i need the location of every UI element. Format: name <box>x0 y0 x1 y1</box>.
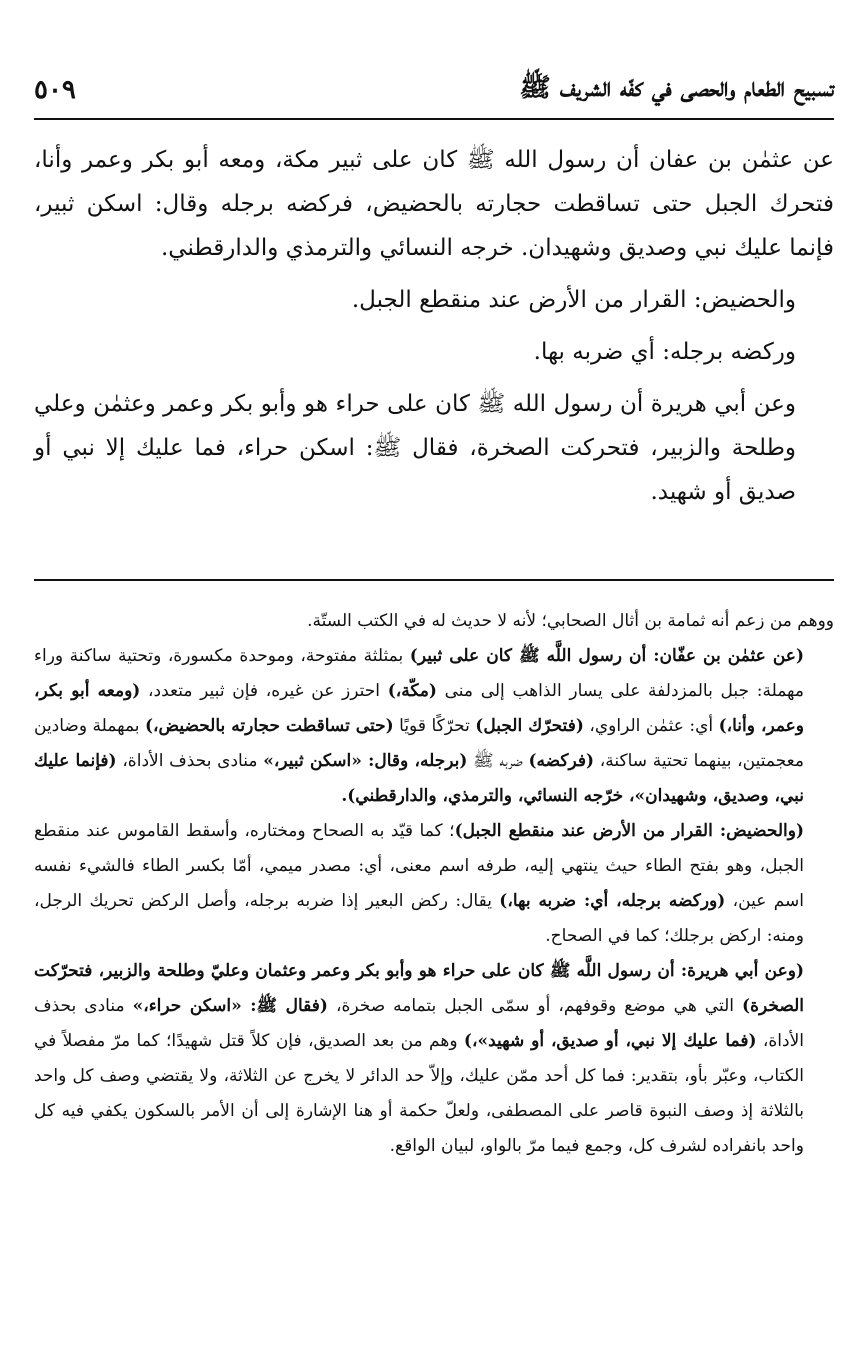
header-title: تسبيح الطعام والحصى في كفّه الشريف ﷺ <box>519 73 834 103</box>
quoted-phrase: (عن عثمٰن بن عفّان: أن رسول اللَّه ﷺ كان على ثبير) <box>409 646 804 666</box>
footnote-rule <box>34 579 834 581</box>
commentary-text: ؛ كما قيّد به الصحاح ومختاره، وأسقط القاموس عند منقطع الجبل، وهو بفتح الطاء حيث ينتهي إليه، طرفه اسم معنى، أي: مصدر ميمي، أمّا بكسر الطاء فالشيء نفسه اسم عين، <box>34 821 804 911</box>
commentary-text: التي هي موضع وقوفهم، أو سمّى الجبل بتمامه صخرة، <box>327 996 743 1016</box>
quoted-phrase: (برجله، وقال: «اسكن ثبير،» <box>263 751 468 771</box>
commentary-text: منادى بحذف الأداة، <box>34 996 804 1051</box>
commentary-paragraph-1: ووهم من زعم أنه ثمامة بن أثال الصحابي؛ لأنه لا حديث له في الكتب الستّة. <box>307 611 834 631</box>
quoted-phrase: (فإنما عليك نبي، وصديق، وشهيدان»، خرّجه النسائي، والترمذي، والدارقطني). <box>34 751 804 806</box>
header-rule <box>34 118 834 120</box>
quoted-phrase: (مكّة،) <box>387 681 437 701</box>
commentary-text: احترز عن غيره، فإن ثبير متعدد، <box>140 681 388 701</box>
commentary-paragraph-2 <box>34 639 834 814</box>
quoted-phrase: (فتحرّك الجبل) <box>475 716 584 736</box>
quoted-phrase: (فما عليك إلا نبي، أو صديق، أو شهيد»،) <box>463 1031 757 1051</box>
quoted-phrase: (فركضه) <box>528 751 595 771</box>
quoted-phrase: (وعن أبي هريرة: أن رسول اللَّه ﷺ كان على حراء هو وأبو بكر وعمر وعثمان وعليّ وطلحة والزبير، فتحرّكت الصخرة) <box>34 961 804 1016</box>
commentary-paragraph-3 <box>34 814 834 954</box>
commentary-paragraph-4 <box>34 954 834 1164</box>
main-paragraph-3: وركضه برجله: أي ضربه بها. <box>533 339 796 365</box>
page-number: ٥٠٩ <box>34 75 76 105</box>
commentary-text: وهم من بعد الصديق، فإن كلاً قتل شهيدًا؛ كما مرّ مفصلاً في الكتاب، وعبّر بأو، بتقدير: فما كل أحد ممّن عليك، وإلاّ حد الدائر لا يخرج عن الثلاثة، ولا يقتضي وصف كل واحد بالثلاثة إذ وصف النبوة قاصر على المصطفى، ولعلّ حكمة أو هنا الإشارة إلى أن الأمر بالسكون يكفي فيه كل واحد بانفراده لشرف كل، وجمع فيما مرّ بالواو، لبيان الواقع. <box>34 1031 804 1156</box>
commentary-text: تحرّكًا قويًا <box>393 716 476 736</box>
commentary-text: ضربه ﷺ <box>467 751 529 771</box>
commentary-text: بمثلثة مفتوحة، وموحدة مكسورة، وتحتية ساكنة وراء مهملة: جبل بالمزدلفة على يسار الذاهب إلى منى <box>34 646 804 701</box>
main-paragraph-2: والحضيض: القرار من الأرض عند منقطع الجبل. <box>351 287 796 313</box>
quoted-phrase: (ومعه أبو بكر، وعمر، وأنا،) <box>34 681 805 736</box>
commentary-text: بمهملة وضادين معجمتين، بينهما تحتية ساكنة، <box>34 716 804 771</box>
quoted-phrase: (فقال ﷺ: «اسكن حراء،» <box>132 996 328 1016</box>
quoted-phrase: (حتى تساقطت حجارته بالحضيض،) <box>144 716 394 736</box>
main-paragraph-1: عن عثمٰن بن عفان أن رسول الله ﷺ كان على ثبير مكة، ومعه أبو بكر وعمر وأنا، فتحرك الجبل حتى تساقطت حجارته بالحضيض، فركضه برجله وقال: اسكن ثبير، فإنما عليك نبي وصديق وشهيدان. خرجه النسائي والترمذي والدارقطني. <box>34 147 834 261</box>
main-text <box>34 138 834 514</box>
commentary <box>34 604 834 1164</box>
running-header <box>34 70 834 110</box>
quoted-phrase: (والحضيض: القرار من الأرض عند منقطع الجبل) <box>454 821 804 841</box>
commentary-text: أي: عثمٰن الراوي، <box>583 716 719 736</box>
commentary-text: منادى بحذف الأداة، <box>116 751 264 771</box>
quoted-phrase: (وركضه برجله، أي: ضربه بها،) <box>499 891 726 911</box>
main-paragraph-4: وعن أبي هريرة أن رسول الله ﷺ كان على حراء هو وأبو بكر وعمر وعثمٰن وعلي وطلحة والزبير، فتحركت الصخرة، فقال ﷺ: اسكن حراء، فما عليك إلا نبي أو صديق أو شهيد. <box>34 391 796 505</box>
commentary-text: يقال: ركض البعير إذا ضربه برجله، وأصل الركض تحريك الرجل، ومنه: اركض برجلك؛ كما في الصحاح. <box>34 891 804 946</box>
